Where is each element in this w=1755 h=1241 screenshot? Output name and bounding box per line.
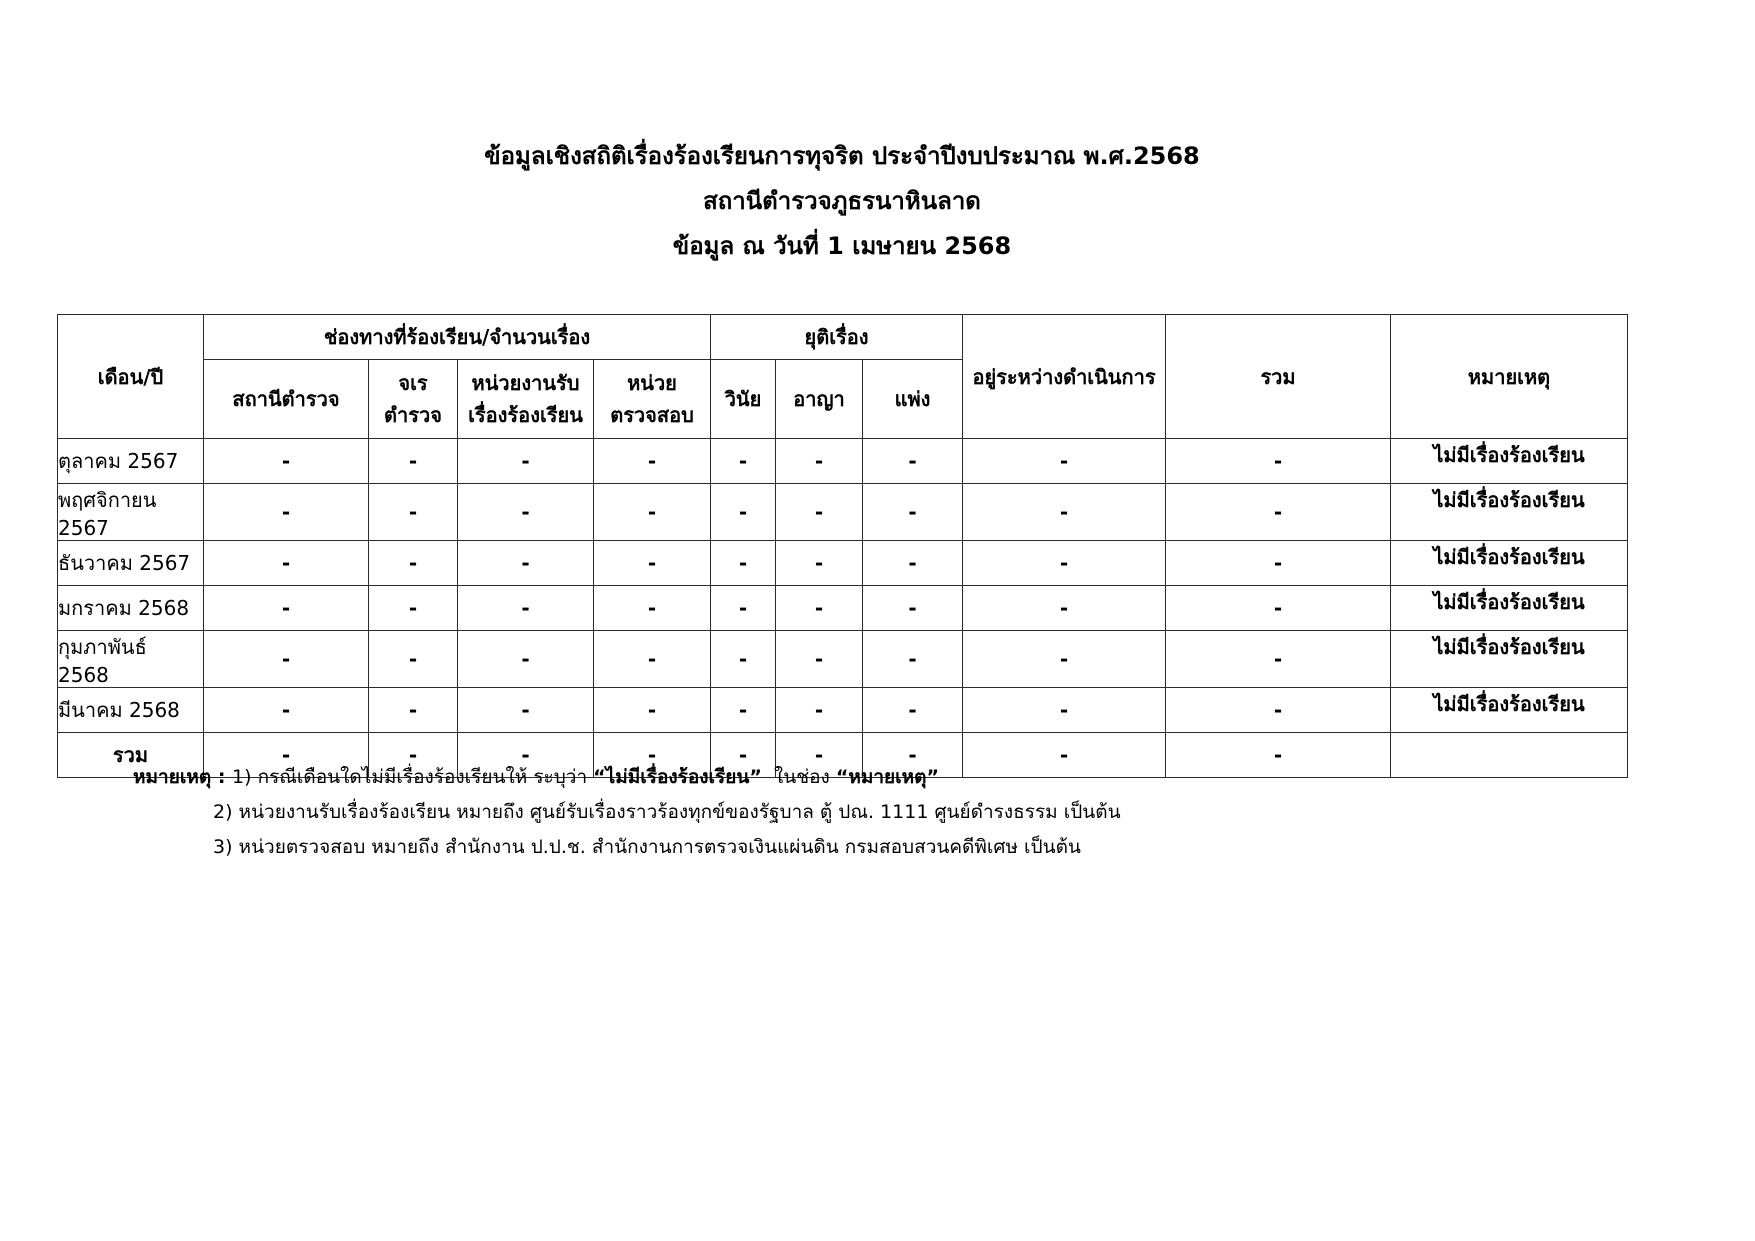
value-cell: - (1166, 631, 1391, 688)
header-police-station: สถานีตำรวจ (204, 360, 369, 439)
month-cell: มีนาคม 2568 (58, 688, 204, 733)
value-cell: - (594, 484, 711, 541)
value-cell: - (1166, 541, 1391, 586)
remark-cell: ไม่มีเรื่องร้องเรียน (1391, 541, 1628, 586)
header-civil: แพ่ง (863, 360, 963, 439)
value-cell: - (1166, 484, 1391, 541)
remark-cell: ไม่มีเรื่องร้องเรียน (1391, 631, 1628, 688)
table-row (58, 631, 1628, 688)
table-row (58, 688, 1628, 733)
remark-cell (1391, 733, 1628, 778)
header-remark: หมายเหตุ (1391, 315, 1628, 439)
value-cell: - (204, 631, 369, 688)
value-cell: - (204, 484, 369, 541)
footnotes-block (133, 760, 1121, 865)
value-cell: - (369, 586, 458, 631)
complaint-statistics-table (57, 314, 1628, 778)
header-row-groups (58, 315, 1628, 360)
value-cell: - (369, 541, 458, 586)
value-cell: - (963, 484, 1166, 541)
value-cell: - (369, 631, 458, 688)
table-body (58, 439, 1628, 778)
value-cell: - (594, 733, 711, 778)
value-cell: - (776, 688, 863, 733)
document-subtitle-station: สถานีตำรวจภูธรนาหินลาด (703, 187, 981, 215)
value-cell: - (204, 439, 369, 484)
month-cell: ธันวาคม 2567 (58, 541, 204, 586)
value-cell: - (776, 586, 863, 631)
value-cell: - (863, 484, 963, 541)
table-row (58, 541, 1628, 586)
month-cell: ตุลาคม 2567 (58, 439, 204, 484)
value-cell: - (594, 439, 711, 484)
header-criminal: อาญา (776, 360, 863, 439)
total-label-cell: รวม (58, 733, 204, 778)
header-settled-group: ยุติเรื่อง (711, 315, 963, 360)
header-complaint-receiving-agency: หน่วยงานรับ เรื่องร้องเรียน (458, 360, 594, 439)
value-cell: - (204, 688, 369, 733)
header-total: รวม (1166, 315, 1391, 439)
month-cell: กุมภาพันธ์ 2568 (58, 631, 204, 688)
value-cell: - (963, 586, 1166, 631)
month-cell: พฤศจิกายน 2567 (58, 484, 204, 541)
header-disciplinary: วินัย (711, 360, 776, 439)
month-cell: มกราคม 2568 (58, 586, 204, 631)
value-cell: - (863, 631, 963, 688)
value-cell: - (711, 631, 776, 688)
table-row (58, 586, 1628, 631)
value-cell: - (204, 541, 369, 586)
value-cell: - (594, 586, 711, 631)
value-cell: - (458, 586, 594, 631)
value-cell: - (863, 733, 963, 778)
value-cell: - (863, 586, 963, 631)
value-cell: - (711, 484, 776, 541)
value-cell: - (776, 484, 863, 541)
value-cell: - (711, 733, 776, 778)
value-cell: - (458, 631, 594, 688)
header-in-progress: อยู่ระหว่างดำเนินการ (963, 315, 1166, 439)
value-cell: - (776, 733, 863, 778)
value-cell: - (1166, 586, 1391, 631)
value-cell: - (458, 484, 594, 541)
table-row (58, 484, 1628, 541)
value-cell: - (458, 688, 594, 733)
value-cell: - (863, 439, 963, 484)
value-cell: - (711, 541, 776, 586)
value-cell: - (369, 688, 458, 733)
document-title: ข้อมูลเชิงสถิติเรื่องร้องเรียนการทุจริต ประจำปีงบประมาณ พ.ศ.2568 (484, 142, 1200, 170)
value-cell: - (594, 541, 711, 586)
value-cell: - (711, 688, 776, 733)
value-cell: - (776, 541, 863, 586)
header-inspector-general: จเร ตำรวจ (369, 360, 458, 439)
value-cell: - (963, 541, 1166, 586)
value-cell: - (711, 586, 776, 631)
value-cell: - (458, 541, 594, 586)
footnote-label: หมายเหตุ : (133, 766, 233, 788)
value-cell: - (776, 439, 863, 484)
value-cell: - (1166, 688, 1391, 733)
remark-cell: ไม่มีเรื่องร้องเรียน (1391, 688, 1628, 733)
remark-cell: ไม่มีเรื่องร้องเรียน (1391, 586, 1628, 631)
value-cell: - (963, 631, 1166, 688)
value-cell: - (594, 631, 711, 688)
footnote-1: หมายเหตุ : 1) กรณีเดือนใดไม่มีเรื่องร้องเรียนให้ ระบุว่า “ไม่มีเรื่องร้องเรียน” ในช่อง “หมายเหตุ” (133, 766, 940, 788)
header-month-year: เดือน/ปี (58, 315, 204, 439)
value-cell: - (204, 733, 369, 778)
value-cell: - (369, 733, 458, 778)
value-cell: - (594, 688, 711, 733)
value-cell: - (863, 541, 963, 586)
header-audit-agency: หน่วย ตรวจสอบ (594, 360, 711, 439)
value-cell: - (458, 439, 594, 484)
value-cell: - (1166, 439, 1391, 484)
value-cell: - (963, 688, 1166, 733)
value-cell: - (776, 631, 863, 688)
remark-cell: ไม่มีเรื่องร้องเรียน (1391, 439, 1628, 484)
footnote-2: 2) หน่วยงานรับเรื่องร้องเรียน หมายถึง ศูนย์รับเรื่องราวร้องทุกข์ของรัฐบาล ตู้ ปณ. 1111 ศูนย์ดำรงธรรม เป็นต้น (213, 801, 1121, 823)
remark-cell: ไม่มีเรื่องร้องเรียน (1391, 484, 1628, 541)
value-cell: - (1166, 733, 1391, 778)
title-block (57, 134, 1627, 269)
table-row (58, 439, 1628, 484)
value-cell: - (863, 688, 963, 733)
value-cell: - (369, 484, 458, 541)
footnote-3: 3) หน่วยตรวจสอบ หมายถึง สำนักงาน ป.ป.ช. สำนักงานการตรวจเงินแผ่นดิน กรมสอบสวนคดีพิเศษ เป็นต้น (213, 836, 1081, 858)
value-cell: - (963, 439, 1166, 484)
value-cell: - (711, 439, 776, 484)
value-cell: - (963, 733, 1166, 778)
value-cell: - (204, 586, 369, 631)
document-subtitle-date: ข้อมูล ณ วันที่ 1 เมษายน 2568 (672, 232, 1012, 260)
value-cell: - (458, 733, 594, 778)
header-channels-group: ช่องทางที่ร้องเรียน/จำนวนเรื่อง (204, 315, 711, 360)
value-cell: - (369, 439, 458, 484)
